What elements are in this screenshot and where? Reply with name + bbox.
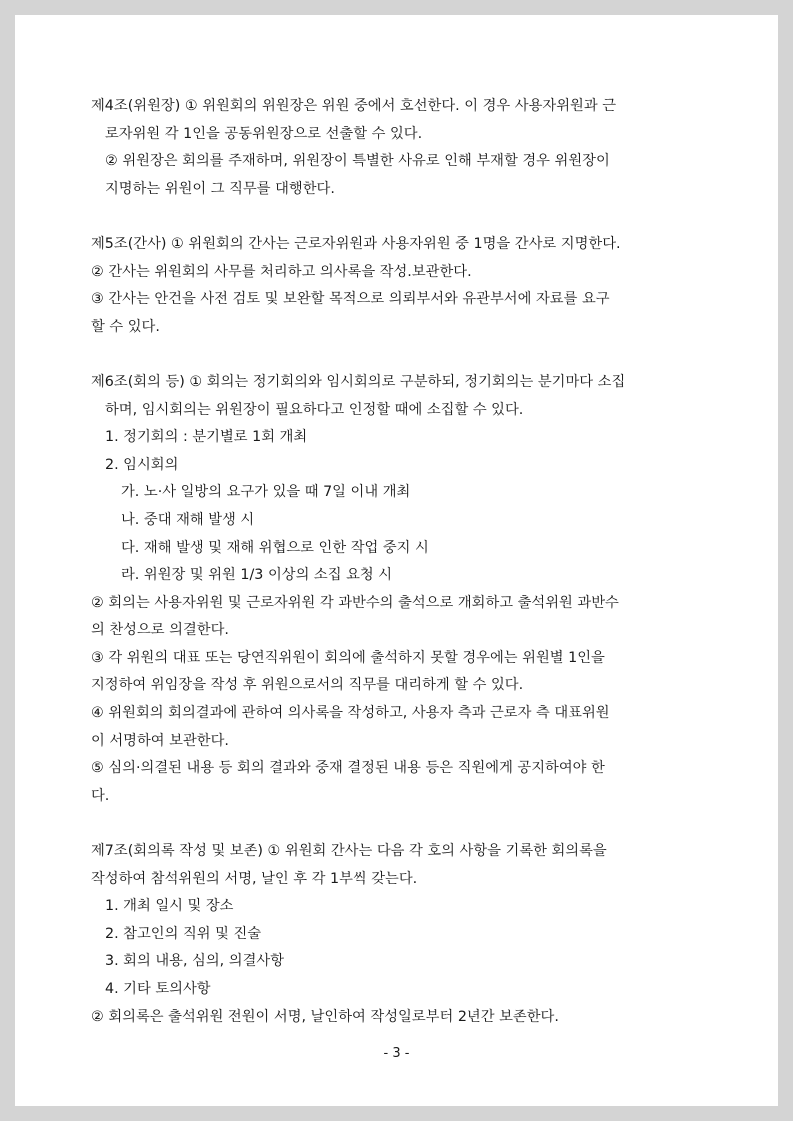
article-6-line-2: 하며, 임시회의는 위원장이 필요하다고 인정할 때에 소집할 수 있다. <box>105 401 524 418</box>
article-6-sub-4: 라. 위원장 및 위원 1/3 이상의 소집 요청 시 <box>121 567 393 584</box>
article-6 <box>91 369 718 811</box>
article-6-para-4b: 이 서명하여 보관한다. <box>91 732 229 749</box>
article-7-line-1: 제7조(회의록 작성 및 보존) ① 위원회 간사는 다음 각 호의 사항을 기록한 회의록을 <box>91 843 607 860</box>
article-7 <box>91 838 718 1031</box>
article-6-sub-3: 다. 재해 발생 및 재해 위협으로 인한 작업 중지 시 <box>121 539 429 556</box>
article-4-line-1: 제4조(위원장) ① 위원회의 위원장은 위원 중에서 호선한다. 이 경우 사용자위원과 근 <box>91 98 617 114</box>
article-6-para-2b: 의 찬성으로 의결한다. <box>91 622 229 639</box>
article-4 <box>91 93 718 203</box>
document-page <box>15 15 778 1106</box>
article-6-sub-1: 가. 노·사 일방의 요구가 있을 때 7일 이내 개최 <box>121 484 411 501</box>
article-6-para-5b: 다. <box>91 787 110 804</box>
article-4-line-3: ② 위원장은 회의를 주재하며, 위원장이 특별한 사유로 인해 부재할 경우 위원장이 <box>105 153 610 170</box>
article-7-item-4: 4. 기타 토의사항 <box>105 981 211 997</box>
article-4-line-4: 지명하는 위원이 그 직무를 대행한다. <box>105 180 335 197</box>
article-6-para-2a: ② 회의는 사용자위원 및 근로자위원 각 과반수의 출석으로 개회하고 출석위원 과반수 <box>91 594 619 611</box>
article-6-sub-2: 나. 중대 재해 발생 시 <box>121 511 255 528</box>
document-body <box>91 93 718 1031</box>
article-6-para-4a: ④ 위원회의 회의결과에 관하여 의사록을 작성하고, 사용자 측과 근로자 측 대표위원 <box>91 705 610 722</box>
article-5-line-4: 할 수 있다. <box>91 318 160 335</box>
article-6-para-5a: ⑤ 심의·의결된 내용 등 회의 결과와 중재 결정된 내용 등은 직원에게 공지하여야 한 <box>91 760 605 777</box>
article-6-para-3a: ③ 각 위원의 대표 또는 당연직위원이 회의에 출석하지 못할 경우에는 위원별 1인을 <box>91 649 605 666</box>
article-5 <box>91 231 718 341</box>
article-7-item-2: 2. 참고인의 직위 및 진술 <box>105 925 262 942</box>
section-spacer <box>91 810 718 838</box>
section-spacer <box>91 341 718 369</box>
section-spacer <box>91 203 718 231</box>
page-number: - 3 - <box>383 1046 410 1061</box>
article-6-line-1: 제6조(회의 등) ① 회의는 정기회의와 임시회의로 구분하되, 정기회의는 분기마다 소집 <box>91 373 626 390</box>
article-7-para-2: ② 회의록은 출석위원 전원이 서명, 날인하여 작성일로부터 2년간 보존한다. <box>91 1008 559 1025</box>
article-6-item-2: 2. 임시회의 <box>105 456 179 473</box>
article-6-item-1: 1. 정기회의 : 분기별로 1회 개최 <box>105 429 308 446</box>
article-7-item-1: 1. 개최 일시 및 장소 <box>105 898 234 915</box>
article-4-line-2: 로자위원 각 1인을 공동위원장으로 선출할 수 있다. <box>105 125 423 142</box>
article-5-line-3: ③ 간사는 안건을 사전 검토 및 보완할 목적으로 의뢰부서와 유관부서에 자료를 요구 <box>91 291 610 308</box>
article-5-line-2: ② 간사는 위원회의 사무를 처리하고 의사록을 작성.보관한다. <box>91 263 472 280</box>
article-7-item-3: 3. 회의 내용, 심의, 의결사항 <box>105 953 285 970</box>
article-6-para-3b: 지정하여 위임장을 작성 후 위원으로서의 직무를 대리하게 할 수 있다. <box>91 677 524 694</box>
article-7-line-2: 작성하여 참석위원의 서명, 날인 후 각 1부씩 갖는다. <box>91 870 418 887</box>
article-5-line-1: 제5조(간사) ① 위원회의 간사는 근로자위원과 사용자위원 중 1명을 간사로 지명한다. <box>91 235 621 252</box>
